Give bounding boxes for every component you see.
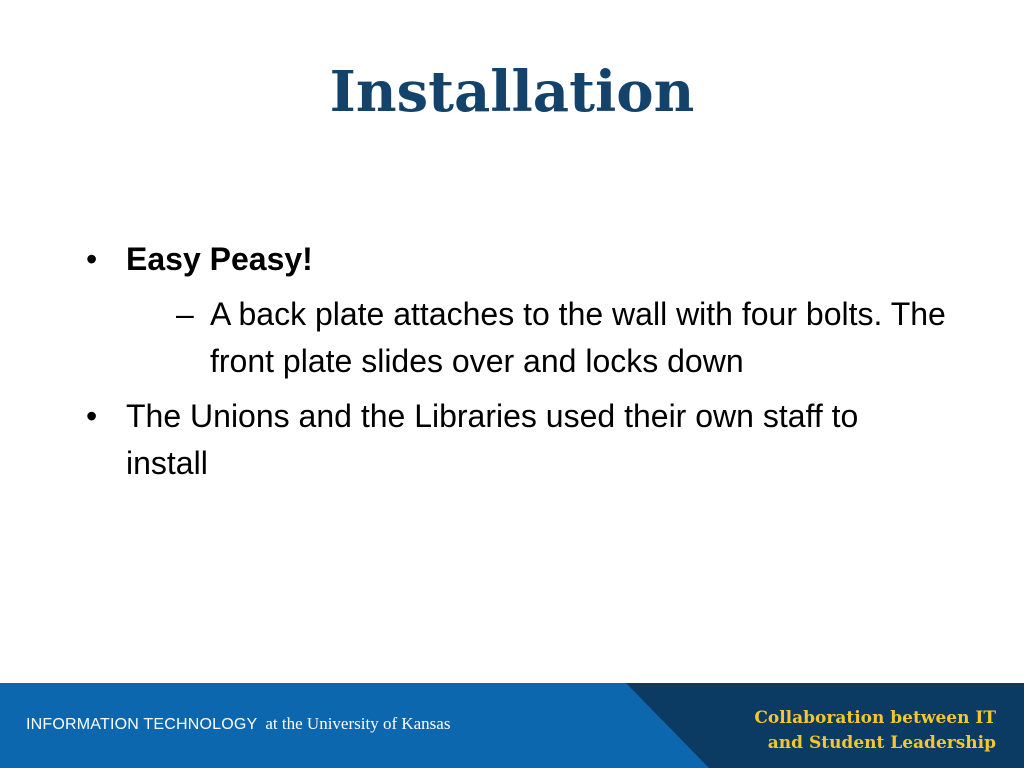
footer-org-label: INFORMATION TECHNOLOGY xyxy=(26,716,258,733)
bullet-text: Easy Peasy! xyxy=(126,241,313,277)
bullet-item xyxy=(86,393,946,487)
bullet-marker: • xyxy=(86,241,98,277)
footer-org-suffix: at the University of Kansas xyxy=(265,714,451,733)
slide-content xyxy=(86,230,946,487)
bullet-marker: • xyxy=(86,398,98,434)
bullet-item xyxy=(86,236,946,385)
sub-bullet-marker: – xyxy=(176,296,194,332)
footer-tagline-line2: and Student Leadership xyxy=(767,733,996,753)
footer-bar xyxy=(0,683,1024,768)
slide-title: Installation xyxy=(329,59,695,125)
footer-org xyxy=(26,714,450,734)
footer-tagline xyxy=(754,706,996,756)
bullet-text: The Unions and the Libraries used their own staff to install xyxy=(126,398,859,481)
sub-bullet-text: A back plate attaches to the wall with four bolts. The front plate slides over and locks down xyxy=(210,296,946,379)
sub-bullet-item xyxy=(176,291,946,385)
footer-tagline-line1: Collaboration between IT xyxy=(754,708,996,728)
